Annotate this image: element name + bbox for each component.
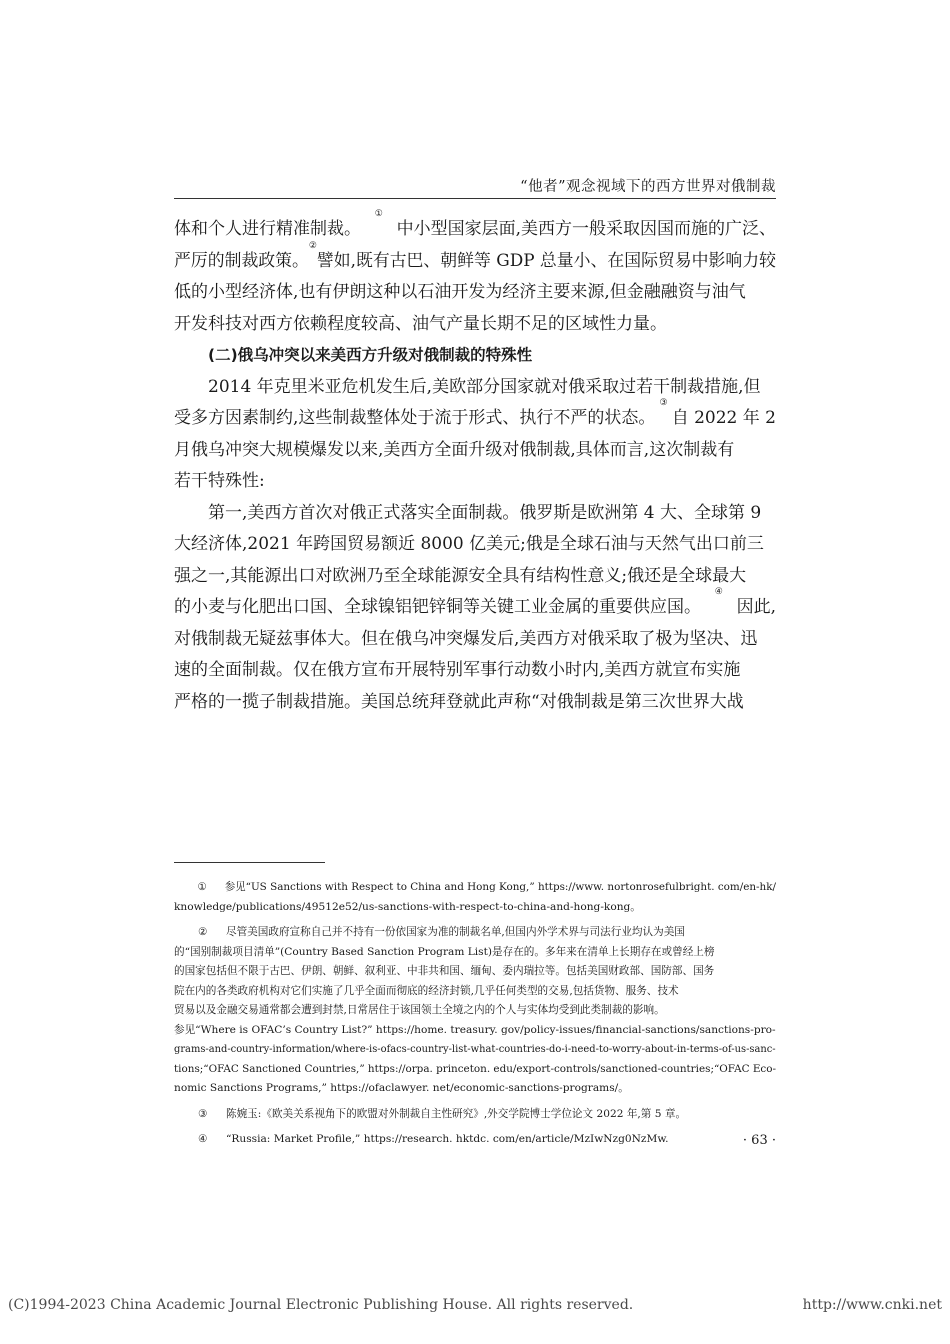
body-line: 严格的一揽子制裁措施。美国总统拜登就此声称“对俄制裁是第三次世界大战 — [174, 691, 744, 712]
copyright-text: (C)1994-2023 China Academic Journal Electronic Publishing House. All rights reserved. — [8, 1297, 634, 1313]
body-line: 大经济体,2021 年跨国贸易额近 8000 亿美元;俄是全球石油与天然气出口前三 — [174, 534, 764, 554]
footnote-line: grams-and-country-information/where-is-ofacs-country-list-what-countries-do-i-need-to-worry-about-in-terms-of-us-sanc- — [174, 1043, 776, 1055]
footnotes — [174, 878, 776, 1150]
body-line: 强之一,其能源出口对欧洲乃至全球能源安全具有结构性意义;俄还是全球最大 — [174, 565, 747, 586]
body-line: 低的小型经济体,也有伊朗这种以石油开发为经济主要来源,但金融融资与油气 — [174, 282, 746, 302]
copyright-notice — [8, 1297, 942, 1313]
footnote-line: 的国家包括但不限于古巴、伊朗、朝鲜、叙利亚、中非共和国、缅甸、委内瑞拉等。包括美国财政部、国防部、国务 — [174, 965, 715, 977]
running-title: “他者”观念视域下的西方世界对俄制裁 — [520, 179, 776, 195]
body-line: 的小麦与化肥出口国、全球镍铝钯锌铜等关键工业金属的重要供应国。 ④ 因此, — [174, 592, 776, 624]
footnote-ref[interactable]: ① — [374, 209, 383, 219]
body-line: 对俄制裁无疑兹事体大。但在俄乌冲突爆发后,美西方对俄采取了极为坚决、迅 — [174, 628, 758, 649]
footnote-line: ② 尽管美国政府宣称自己并不持有一份依国家为准的制裁名单,但国内外学术界与司法行业均认为美国 — [174, 923, 776, 943]
body-line: 严厉的制裁政策。 ② 譬如,既有古巴、朝鲜等 GDP 总量小、在国际贸易中影响力较 — [174, 246, 771, 278]
footnote-rule — [174, 862, 325, 863]
body-line: 受多方因素制约,这些制裁整体处于流于形式、执行不严的状态。 ③ 自 2022 年 2 — [174, 403, 776, 435]
footnote-ref[interactable]: ④ — [714, 587, 723, 597]
footnote-line: ① 参见“US Sanctions with Respect to China and Hong Kong,” https://www. nortonrosefulbright. com/en-hk/ — [174, 878, 763, 898]
body-line: 开发科技对西方依赖程度较高、油气产量长期不足的区域性力量。 — [174, 313, 667, 334]
body-line: 若干特殊性: — [174, 471, 265, 491]
footnote-ref[interactable]: ② — [308, 240, 317, 251]
footnote-number: ④ — [198, 1133, 208, 1145]
footnote-line: 贸易以及金融交易通常都会遭到封禁,日常居住于该国领土全境之内的个人与实体均受到此类制裁的影响。 — [174, 1004, 665, 1016]
footnote-line: knowledge/publications/49512e52/us-sanctions-with-respect-to-china-and-hong-kong。 — [174, 900, 641, 913]
footnote-line: tions;“OFAC Sanctioned Countries,” https://orpa. princeton. edu/export-controls/sanctioned-countries;“OFAC Eco- — [174, 1062, 776, 1075]
footnote-line: 参见“Where is OFAC’s Country List?” https://home. treasury. gov/policy-issues/financial-sanctions/sanctions-pro- — [174, 1023, 776, 1036]
body-line: 体和个人进行精准制裁。 ① 中小型国家层面,美西方一般采取因国而施的广泛、 — [174, 214, 776, 246]
footnote-number: ② — [198, 926, 208, 938]
body-line: 2014 年克里米亚危机发生后,美欧部分国家就对俄采取过若干制裁措施,但 — [208, 376, 761, 397]
footnote-line: nomic Sanctions Programs,” https://ofaclawyer. net/economic-sanctions-programs/。 — [174, 1082, 629, 1094]
footnote-line: 院在内的各类政府机构对它们实施了几乎全面而彻底的经济封锁,几乎任何类型的交易,包括货物、服务、技术 — [174, 984, 679, 997]
footnote-ref[interactable]: ③ — [659, 398, 668, 408]
body-line: 速的全面制裁。仅在俄方宣布开展特别军事行动数小时内,美西方就宣布实施 — [174, 660, 741, 680]
page-number: · 63 · — [742, 1133, 776, 1148]
cnki-link[interactable]: http://www.cnki.net — [802, 1297, 942, 1313]
footnote-line: 的“国别制裁项目清单”(Country Based Sanction Program List)是存在的。多年来在清单上长期存在或曾经上榜 — [174, 945, 715, 958]
header-rule — [174, 198, 776, 199]
footnote-line: ③ 陈婉玉:《欧美关系视角下的欧盟对外制裁自主性研究》,外交学院博士学位论文 2022 年,第 5 章。 — [174, 1105, 776, 1125]
body-line: 月俄乌冲突大规模爆发以来,美西方全面升级对俄制裁,具体而言,这次制裁有 — [174, 439, 735, 460]
footnote-line: ④ “Russia: Market Profile,” https://research. hktdc. com/en/article/MzIwNzg0NzMw. — [174, 1130, 776, 1150]
body-line: 第一,美西方首次对俄正式落实全面制裁。俄罗斯是欧洲第 4 大、全球第 9 — [208, 502, 762, 523]
section-heading: (二)俄乌冲突以来美西方升级对俄制裁的特殊性 — [208, 346, 533, 364]
footnote-number: ① — [197, 881, 207, 893]
footnote-number: ③ — [198, 1107, 208, 1120]
main-text — [174, 209, 776, 718]
